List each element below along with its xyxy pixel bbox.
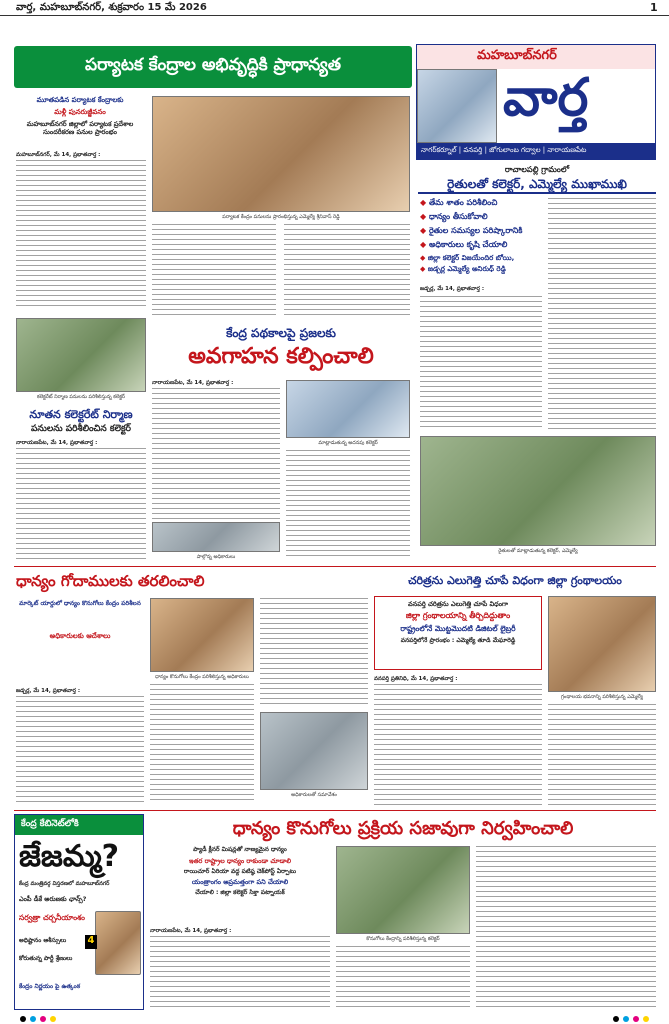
lead-body-text-3: [284, 224, 410, 318]
registration-dot: [633, 1016, 639, 1022]
right-kicker: రాచాలపల్లి గ్రామంలో: [504, 165, 570, 174]
lead-body-text-2: [152, 224, 276, 318]
lead-photo-caption: పర్యాటక కేంద్రం పనులను ప్రారంభిస్తున్న ఎమ్మెల్యే శ్రీనివాస్ రెడ్డి: [222, 214, 340, 220]
masthead-paper-name: వార్త: [16, 2, 33, 13]
bottom-kicker-box: [150, 846, 330, 926]
grain-headline: ధాన్యం గోదాములకు తరలించాలి: [16, 572, 205, 590]
library-dateline: వనపర్తి ప్రతినిధి, మే 14, ప్రభాతవార్త :: [374, 676, 458, 682]
lead-photo: [152, 96, 410, 212]
lead-kicker-2: మళ్లీ పునరుజ్జీవనం: [54, 108, 106, 116]
schemes-photo: [286, 380, 410, 438]
collector-photo-caption: కలెక్టరేట్ నిర్మాణ పనులను పరిశీలిస్తున్న కలెక్టర్: [36, 394, 126, 400]
bottom-kicker: చేయాలి : జిల్లా కలెక్టర్ సిక్తా పట్నాయక్: [195, 889, 285, 897]
cabinet-kicker-bar: [15, 815, 143, 835]
cabinet-headline: జేజమ్మ?: [19, 839, 120, 874]
right-headline: రైతులతో కలెక్టర్, ఎమ్మెల్యే ముఖాముఖి: [418, 177, 656, 194]
masthead-text: వార్త, మహబూబ్‌నగర్, శుక్రవారం 15 మే 2026: [16, 2, 207, 13]
section-divider: [14, 566, 656, 567]
grain-dateline: జడ్చర్ల, మే 14, ప్రభాతవార్త :: [16, 688, 81, 694]
right-bullet: ◆ ధాన్యం తీసుకోవాలి: [420, 212, 542, 222]
library-headline: చరిత్రను ఎలుగెత్తి చూపే విధంగా జిల్లా గ్రంథాలయం: [408, 574, 622, 587]
section-divider-2: [14, 810, 656, 811]
lead-kicker-1: మూతపడిన పర్యాటక కేంద్రాలకు: [36, 96, 124, 104]
registration-dot: [30, 1016, 36, 1022]
registration-dot: [613, 1016, 619, 1022]
cabinet-line: కోరుతున్న పార్టీ శ్రేణులు: [19, 955, 73, 962]
bottom-headline: ధాన్యం కొనుగోలు ప్రక్రియ సజావుగా నిర్వహించాలి: [232, 818, 574, 839]
schemes-photo2-caption: పాల్గొన్న అధికారులు: [196, 554, 236, 560]
bottom-body-text: [150, 936, 330, 1010]
library-kicker: రాష్ట్రంలోనే మొట్టమొదటి డిజిటల్ లైబ్రరీ: [400, 624, 516, 634]
bottom-kicker: రాయిచూర్ ఏరియా వద్ద పటిష్ఠ చెక్‌పోస్ట్ ఏర్పాటు: [183, 867, 297, 875]
library-body-text: [374, 684, 542, 806]
masthead-date: శుక్రవారం 15 మే 2026: [108, 2, 207, 13]
registration-dot: [50, 1016, 56, 1022]
schemes-dateline: నారాయణపేట, మే 14, ప్రభాతవార్త :: [152, 380, 234, 386]
lead-headline-text: పర్యాటక కేంద్రాల అభివృద్ధికి ప్రాధాన్యత: [85, 55, 341, 75]
right-body-text: [420, 296, 542, 428]
schemes-photo-caption: మాట్లాడుతున్న అదనపు కలెక్టర్: [318, 440, 378, 446]
collector-body-text: [16, 448, 146, 560]
masthead-strip: [0, 0, 669, 16]
schemes-photo-2: [152, 522, 280, 552]
cabinet-portrait: [95, 911, 141, 975]
bottom-kicker: ప్యాడీ క్లీనర్ మిషన్లతో నాణ్యమైన ధాన్యం: [193, 846, 287, 853]
grain-body-text: [16, 696, 144, 804]
right-dateline: జడ్చర్ల, మే 14, ప్రభాతవార్త :: [420, 286, 485, 292]
grain-kicker-1: మార్కెట్ యార్డులో ధాన్యం కొనుగోలు కేంద్రం పరిశీలన: [19, 600, 141, 607]
flag-logo: వార్త: [503, 67, 589, 128]
flag-dam-image: [417, 69, 497, 143]
flag-district-bar: [417, 45, 655, 69]
collector-photo: [16, 318, 146, 392]
flag-areas: నాగర్‌కర్నూల్ | వనపర్తి | జోగులాంబ గద్వాల | నారాయణపేట: [421, 146, 587, 154]
bottom-body-text-3: [476, 846, 656, 1010]
grain-photo-2: [260, 712, 368, 790]
cabinet-line: సర్వత్రా చర్చనీయాంశం: [19, 913, 85, 922]
cabinet-line: కేంద్ర మంత్రివర్గ విస్తరణలో మహబూబ్‌నగర్: [19, 881, 110, 887]
grain-photo2-caption: అధికారులతో సమావేశం: [291, 792, 337, 798]
cabinet-line: కేంద్రం నిర్ణయం పై ఉత్కంఠ: [19, 983, 81, 990]
right-bullet: ◆ అధికారులు కృషి చేయాలి: [420, 240, 542, 250]
right-body-text-2: [548, 198, 656, 430]
library-kicker: జిల్లా గ్రంథాలయాన్ని తీర్చిదిద్దుతాం: [405, 611, 511, 621]
registration-dots: [0, 1014, 669, 1024]
library-photo-caption: గ్రంథాలయ భవనాన్ని పరిశీలిస్తున్న ఎమ్మెల్యే: [561, 694, 643, 700]
cabinet-box: [14, 814, 144, 1010]
lead-kicker-3: మహబూబ్‌నగర్ జిల్లాలో పర్యాటక ప్రదేశాల సుందరీకరణ పనుల ప్రారంభం: [26, 120, 134, 137]
schemes-kicker: కేంద్ర పథకాలపై ప్రజలకు: [226, 326, 336, 340]
bottom-photo: [336, 846, 470, 934]
right-bullet: ◆ జిల్లా కలెక్టర్ విజయేందిర బోయి,: [420, 254, 542, 263]
registration-dot: [623, 1016, 629, 1022]
library-kicker: వనపర్తి చరిత్రను ఎలుగెత్తి చూపే విధంగా: [408, 600, 508, 608]
page-number: 1: [650, 1, 658, 14]
lead-dateline: మహబూబ్‌నగర్, మే 14, ప్రభాతవార్త :: [16, 152, 101, 158]
bottom-kicker: యంత్రాంగం అప్రమత్తంగా పని చేయాలి: [191, 878, 289, 887]
registration-dot: [643, 1016, 649, 1022]
flag-district: మహబూబ్‌నగర్: [477, 48, 557, 63]
bottom-photo-caption: కొనుగోలు కేంద్రాన్ని పరిశీలిస్తున్న కలెక్టర్: [366, 936, 440, 942]
schemes-body-text: [152, 388, 280, 520]
grain-kicker-2: అధికారులకు ఆదేశాలు: [49, 632, 111, 640]
lead-headline: [14, 46, 412, 88]
collector-kicker: నూతన కలెక్టరేట్ నిర్మాణ: [29, 408, 133, 421]
right-bullets: [420, 198, 542, 274]
masthead-edition: మహబూబ్‌నగర్: [39, 2, 102, 13]
bottom-kicker: ఇతర రాష్ట్రాల ధాన్యం రాకుండా చూడాలి: [188, 856, 292, 865]
lead-body-text: [16, 160, 146, 310]
schemes-body-text-2: [286, 450, 410, 560]
grain-body-text-3: [260, 598, 368, 708]
cabinet-line: ఎంపీ డీకే అరుణకు ఛాన్స్?: [19, 895, 87, 903]
registration-dot: [20, 1016, 26, 1022]
right-bullet: ◆ జడ్చర్ల ఎమ్మెల్యే అనిరుధ్ రెడ్డి: [420, 265, 542, 274]
right-bullet: ◆ రైతుల సమస్యల పరిష్కారానికి: [420, 226, 542, 236]
right-photo-caption: రైతులతో మాట్లాడుతున్న కలెక్టర్, ఎమ్మెల్యే: [498, 548, 578, 554]
library-photo: [548, 596, 656, 692]
right-photo: [420, 436, 656, 546]
cabinet-kicker: కేంద్ర కేబినెట్‌లోకి: [21, 819, 79, 829]
flag-areas-bar: [417, 143, 655, 159]
schemes-headline: అవగాహన కల్పించాలి: [188, 344, 374, 369]
collector-dateline: నారాయణపేట, మే 14, ప్రభాతవార్త :: [16, 440, 98, 446]
grain-body-text-2: [150, 684, 254, 804]
bottom-body-text-2: [336, 946, 470, 1010]
cabinet-page-ref: 4: [85, 935, 97, 949]
collector-headline: పనులను పరిశీలించిన కలెక్టర్: [30, 424, 131, 434]
right-bullet: ◆ తేమ శాతం పరిశీలించి: [420, 198, 542, 208]
registration-dot: [40, 1016, 46, 1022]
library-kicker: వనపర్తిలోనే ప్రారంభం : ఎమ్మెల్యే తూడి మేఘారెడ్డి: [400, 636, 516, 644]
grain-photo-caption: ధాన్యం కొనుగోలు కేంద్రం పరిశీలిస్తున్న అధికారులు: [155, 674, 249, 680]
library-kicker-box: [374, 596, 542, 670]
bottom-dateline: నారాయణపేట, మే 14, ప్రభాతవార్త :: [150, 928, 232, 934]
library-body-text-2: [548, 704, 656, 806]
cabinet-line: అధిష్టానం ఆశీస్సులు: [19, 937, 67, 944]
grain-photo: [150, 598, 254, 672]
flag-block: [416, 44, 656, 160]
